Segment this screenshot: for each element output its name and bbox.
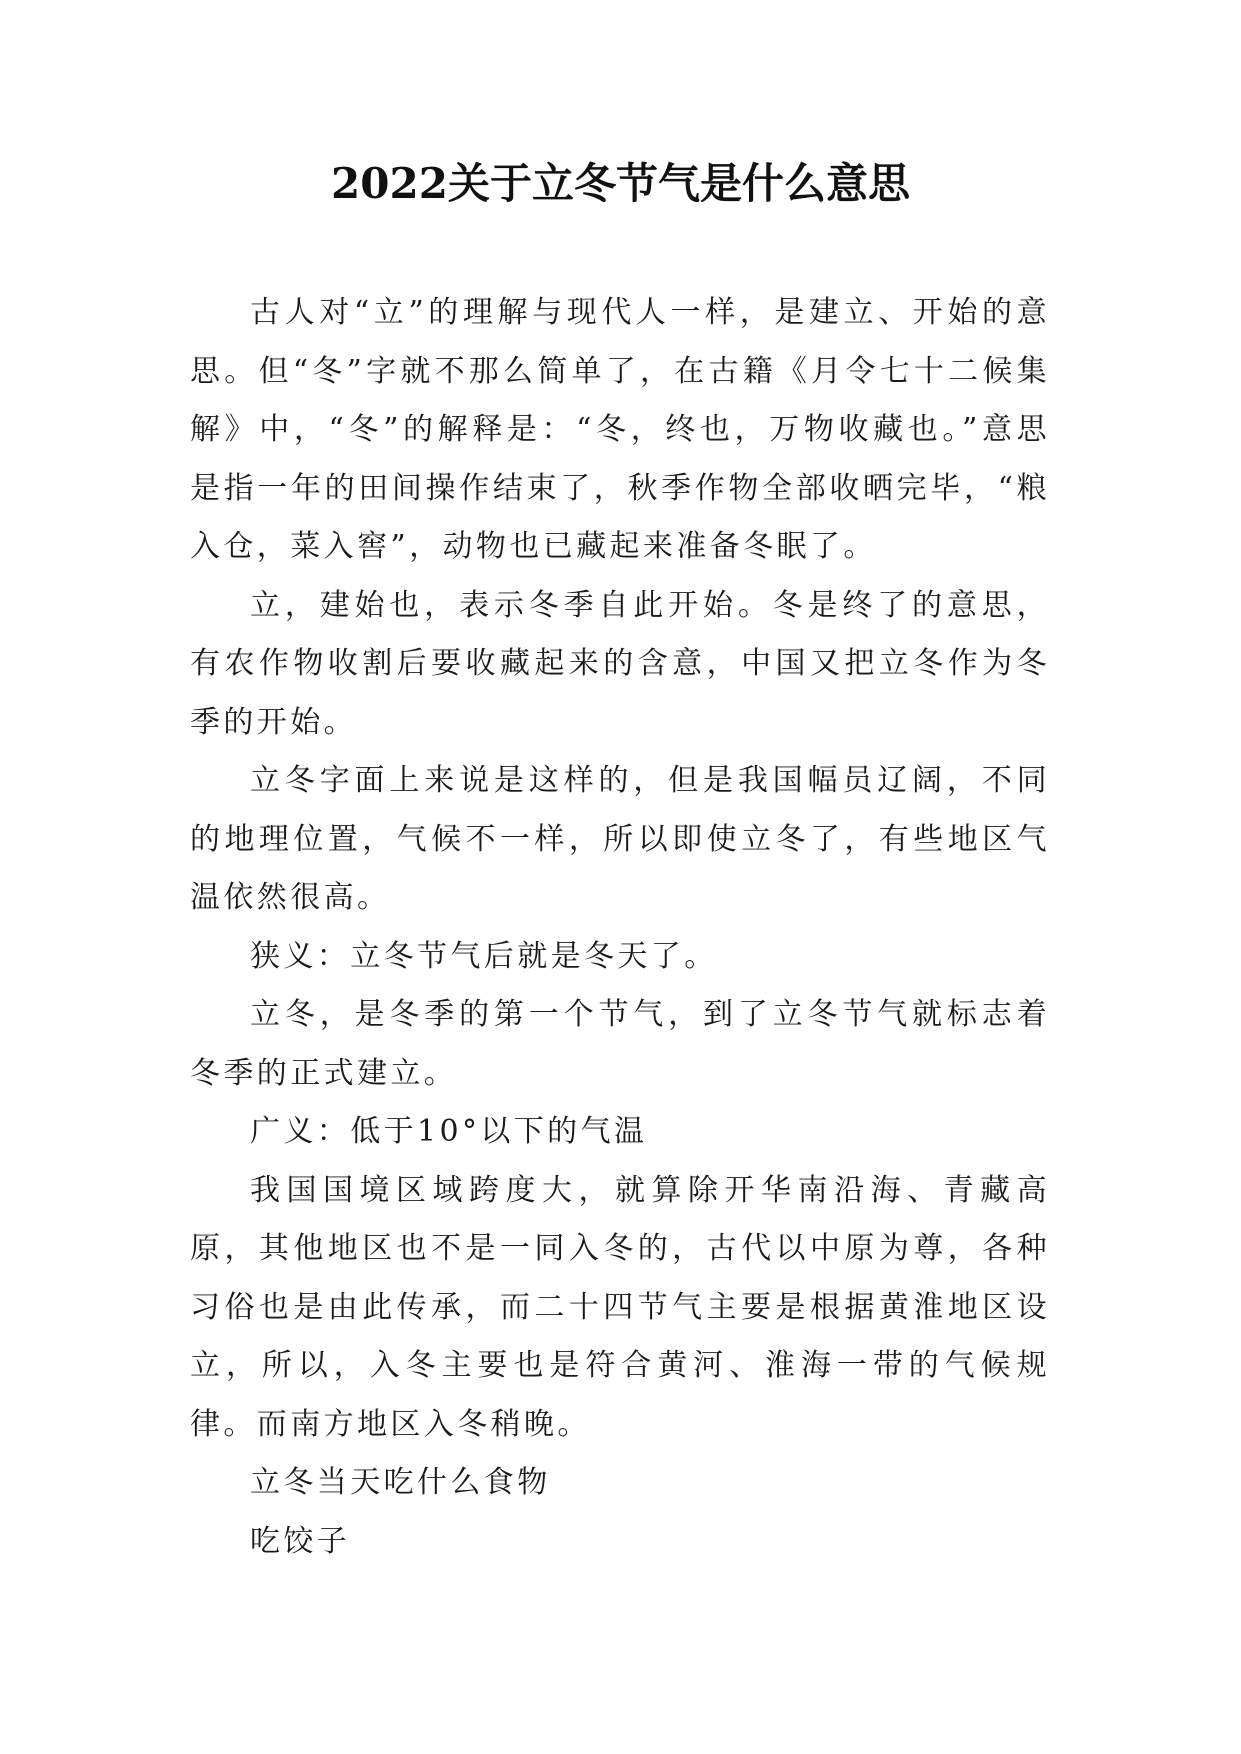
paragraph: 广义：低于10°以下的气温 [250, 1114, 648, 1149]
paragraph: 立，建始也，表示冬季自此开始。冬是终了的意思，有农作物收割后要收藏起来的含意，中国又把立冬作为冬季的开始。 [190, 587, 1050, 740]
document-title: 2022关于立冬节气是什么意思 [331, 159, 910, 208]
paragraph: 古人对“立”的理解与现代人一样，是建立、开始的意思。但“冬”字就不那么简单了，在古籍《月令七十二候集解》中，“冬”的解释是：“冬，终也，万物收藏也。”意思是指一年的田间操作结束了，秋季作物全部收晒完毕，“粮入仓，菜入窖”，动物也已藏起来准备冬眠了。 [190, 295, 1050, 564]
paragraph: 我国国境区域跨度大，就算除开华南沿海、青藏高原，其他地区也不是一同入冬的，古代以中原为尊，各种习俗也是由此传承，而二十四节气主要是根据黄淮地区设立，所以，入冬主要也是符合黄河、淮海一带的气候规律。而南方地区入冬稍晚。 [190, 1172, 1050, 1442]
paragraph: 立冬字面上来说是这样的，但是我国幅员辽阔，不同的地理位置，气候不一样，所以即使立冬了，有些地区气温依然很高。 [190, 763, 1050, 915]
paragraph: 吃饺子 [250, 1523, 351, 1559]
paragraph: 狭义：立冬节气后就是冬天了。 [250, 938, 718, 974]
document-body [190, 284, 1050, 1571]
paragraph: 立冬当天吃什么食物 [250, 1465, 551, 1500]
paragraph: 立冬，是冬季的第一个节气，到了立冬节气就标志着冬季的正式建立。 [190, 997, 1050, 1091]
